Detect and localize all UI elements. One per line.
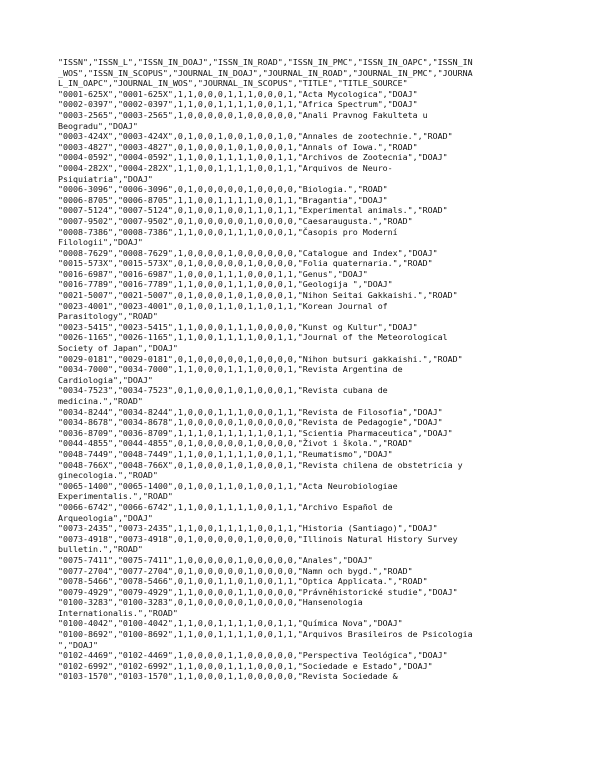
- csv-line: "0004-282X","0004-282X",1,1,0,0,1,1,1,1,0,0,1,1,"Arquivos de Neuro-: [58, 162, 393, 173]
- csv-line: "0034-7000","0034-7000",1,1,0,0,0,1,1,1,0,0,0,1,"Revista Argentina de: [58, 364, 403, 375]
- csv-line: "0073-2435","0073-2435",1,1,0,0,1,1,1,1,0,0,1,1,"Historia (Santiago)","DOAJ": [58, 523, 438, 534]
- csv-line: "0001-625X","0001-625X",1,1,0,0,0,1,1,1,0,0,0,1,"Acta Mycologica","DOAJ": [58, 88, 418, 99]
- csv-line: Internationalis.","ROAD": [58, 607, 178, 618]
- csv-line: "0078-5466","0078-5466",0,1,0,0,1,1,0,1,0,0,1,1,"Optica Applicata.","ROAD": [58, 576, 428, 587]
- csv-line: "0065-1400","0065-1400",0,1,0,0,1,1,0,1,0,0,1,1,"Acta Neurobiologiae: [58, 480, 398, 491]
- csv-line: medicina.","ROAD": [58, 396, 143, 406]
- csv-line: Beogradu","DOAJ": [58, 120, 138, 131]
- csv-line: "0075-7411","0075-7411",1,0,0,0,0,0,1,0,0,0,0,0,"Anales","DOAJ": [58, 554, 373, 565]
- csv-line: ginecologia.","ROAD": [58, 470, 158, 481]
- csv-line: "0079-4929","0079-4929",1,1,0,0,0,0,1,1,0,0,0,0,"Právněhistorické studie","DOAJ": [58, 586, 458, 597]
- csv-line: "0066-6742","0066-6742",1,1,0,0,1,1,1,1,0,0,1,1,"Archivo Español de: [58, 501, 393, 512]
- csv-line: "0002-0397","0002-0397",1,1,0,0,1,1,1,1,0,0,1,1,"Africa Spectrum","DOAJ": [58, 99, 418, 110]
- csv-line: "0044-4855","0044-4855",0,1,0,0,0,0,0,1,0,0,0,0,"Život i škola.","ROAD": [58, 438, 413, 449]
- csv-line: Arqueologia","DOAJ": [58, 512, 153, 523]
- csv-line: "0015-573X","0015-573X",0,1,0,0,0,0,0,1,0,0,0,0,"Folia quaternaria.","ROAD": [58, 258, 433, 269]
- csv-line: "0006-8705","0006-8705",1,1,0,0,1,1,1,1,0,0,1,1,"Bragantia","DOAJ": [58, 194, 388, 205]
- csv-line: "ISSN","ISSN_L","ISSN_IN_DOAJ","ISSN_IN_ROAD","ISSN_IN_PMC","ISSN_IN_OAPC","ISSN_IN: [58, 57, 473, 67]
- csv-line: "0008-7629","0008-7629",1,0,0,0,0,1,0,0,0,0,0,0,"Catalogue and Index","DOAJ": [58, 247, 438, 258]
- csv-line: L_IN_OAPC","JOURNAL_IN_WOS","JOURNAL_IN_SCOPUS","TITLE","TITLE_SOURCE": [58, 78, 408, 89]
- csv-line: "0034-8244","0034-8244",1,0,0,0,1,1,1,0,0,0,1,1,"Revista de Filosofia","DOAJ": [58, 406, 443, 417]
- csv-line: "0100-4042","0100-4042",1,1,0,0,1,1,1,1,0,0,1,1,"Química Nova","DOAJ": [58, 618, 403, 629]
- csv-line: "0006-3096","0006-3096",0,1,0,0,0,0,0,1,0,0,0,0,"Biologia.","ROAD": [58, 184, 388, 195]
- csv-line: "0004-0592","0004-0592",1,1,0,0,1,1,1,1,0,0,1,1,"Archivos de Zootecnia","DOAJ": [58, 152, 448, 163]
- csv-line: bulletin.","ROAD": [58, 544, 143, 555]
- csv-line: "0034-8678","0034-8678",1,0,0,0,0,0,1,0,0,0,0,0,"Revista de Pedagogie","DOAJ": [58, 417, 443, 428]
- csv-line: "0023-5415","0023-5415",1,1,0,0,0,1,1,1,0,0,0,0,"Kunst og Kultur","DOAJ": [58, 321, 418, 332]
- csv-line: "0026-1165","0026-1165",1,1,0,0,1,1,1,1,0,0,1,1,"Journal of the Meteorological: [58, 332, 448, 343]
- csv-line: "0100-8692","0100-8692",1,1,0,0,1,1,1,1,0,0,1,1,"Arquivos Brasileiros de Psicologia: [58, 629, 473, 640]
- csv-line: "0007-5124","0007-5124",0,1,0,0,1,0,0,1,1,0,1,1,"Experimental animals.","ROAD": [58, 205, 448, 216]
- csv-line: ","DOAJ": [58, 639, 98, 650]
- csv-line: Society of Japan","DOAJ": [58, 343, 178, 354]
- csv-line: "0023-4001","0023-4001",0,1,0,0,1,1,0,1,1,0,1,1,"Korean Journal of: [58, 300, 388, 311]
- csv-line: "0021-5007","0021-5007",0,1,0,0,0,1,0,1,0,0,0,1,"Nihon Seitai Gakkaishi.","ROAD": [58, 290, 458, 301]
- csv-line: "0003-4827","0003-4827",0,1,0,0,0,1,0,1,0,0,0,1,"Annals of Iowa.","ROAD": [58, 141, 418, 152]
- csv-line: Parasitology","ROAD": [58, 311, 158, 322]
- csv-line: "0102-6992","0102-6992",1,1,0,0,0,1,1,1,0,0,0,1,"Sociedade e Estado","DOAJ": [58, 660, 433, 671]
- csv-line: "0100-3283","0100-3283",0,1,0,0,0,0,0,1,0,0,0,0,"Hansenologia: [58, 597, 363, 608]
- csv-line: Cardiologia","DOAJ": [58, 374, 153, 385]
- csv-line: Psiquiatria","DOAJ": [58, 173, 153, 184]
- csv-line: "0016-7789","0016-7789",1,1,0,0,0,1,1,1,0,0,0,1,"Geologija ","DOAJ": [58, 279, 393, 290]
- csv-line: "0003-2565","0003-2565",1,0,0,0,0,0,1,0,0,0,0,0,"Anali Pravnog Fakulteta u: [58, 109, 428, 120]
- csv-line: Experimentalis.","ROAD": [58, 491, 173, 502]
- csv-line: "0073-4918","0073-4918",0,1,0,0,0,0,0,1,0,0,0,0,"Illinois Natural History Survey: [58, 533, 458, 544]
- csv-line: "0007-9502","0007-9502",0,1,0,0,0,0,0,1,0,0,0,0,"Caesaraugusta.","ROAD": [58, 215, 413, 226]
- csv-line: "0077-2704","0077-2704",0,1,0,0,0,0,0,1,0,0,0,0,"Namn och bygd.","ROAD": [58, 565, 413, 576]
- csv-line: "0016-6987","0016-6987",1,0,0,0,1,1,1,0,0,0,1,1,"Genus","DOAJ": [58, 268, 368, 279]
- csv-line: Filologii","DOAJ": [58, 237, 143, 248]
- csv-line: _WOS","ISSN_IN_SCOPUS","JOURNAL_IN_DOAJ","JOURNAL_IN_ROAD","JOURNAL_IN_PMC","JOURNA: [58, 67, 473, 78]
- csv-line: "0008-7386","0008-7386",1,1,0,0,0,1,1,1,0,0,0,1,"Časopis pro Moderní: [58, 226, 398, 237]
- csv-line: "0048-7449","0048-7449",1,1,0,0,1,1,1,1,0,0,1,1,"Reumatismo","DOAJ": [58, 448, 393, 459]
- csv-line: "0029-0181","0029-0181",0,1,0,0,0,0,0,1,0,0,0,0,"Nihon butsuri gakkaishi.","ROAD": [58, 353, 463, 364]
- csv-line: "0036-8709","0036-8709",1,1,1,0,1,1,1,1,1,0,1,1,"Scientia Pharmaceutica","DOAJ": [58, 427, 453, 438]
- csv-line: "0048-766X","0048-766X",0,1,0,0,0,1,0,1,0,0,0,1,"Revista chilena de obstetricia y: [58, 459, 463, 470]
- csv-text-block: [58, 57, 544, 682]
- csv-line: "0034-7523","0034-7523",0,1,0,0,0,1,0,1,0,0,0,1,"Revista cubana de: [58, 385, 388, 396]
- csv-line: "0103-1570","0103-1570",1,1,0,0,0,1,1,0,0,0,0,0,"Revista Sociedade &: [58, 671, 398, 682]
- csv-line: "0102-4469","0102-4469",1,0,0,0,0,1,1,0,0,0,0,0,"Perspectiva Teológica","DOAJ": [58, 650, 448, 661]
- csv-line: "0003-424X","0003-424X",0,1,0,0,1,0,0,1,0,0,1,0,"Annales de zootechnie.","ROAD": [58, 131, 453, 142]
